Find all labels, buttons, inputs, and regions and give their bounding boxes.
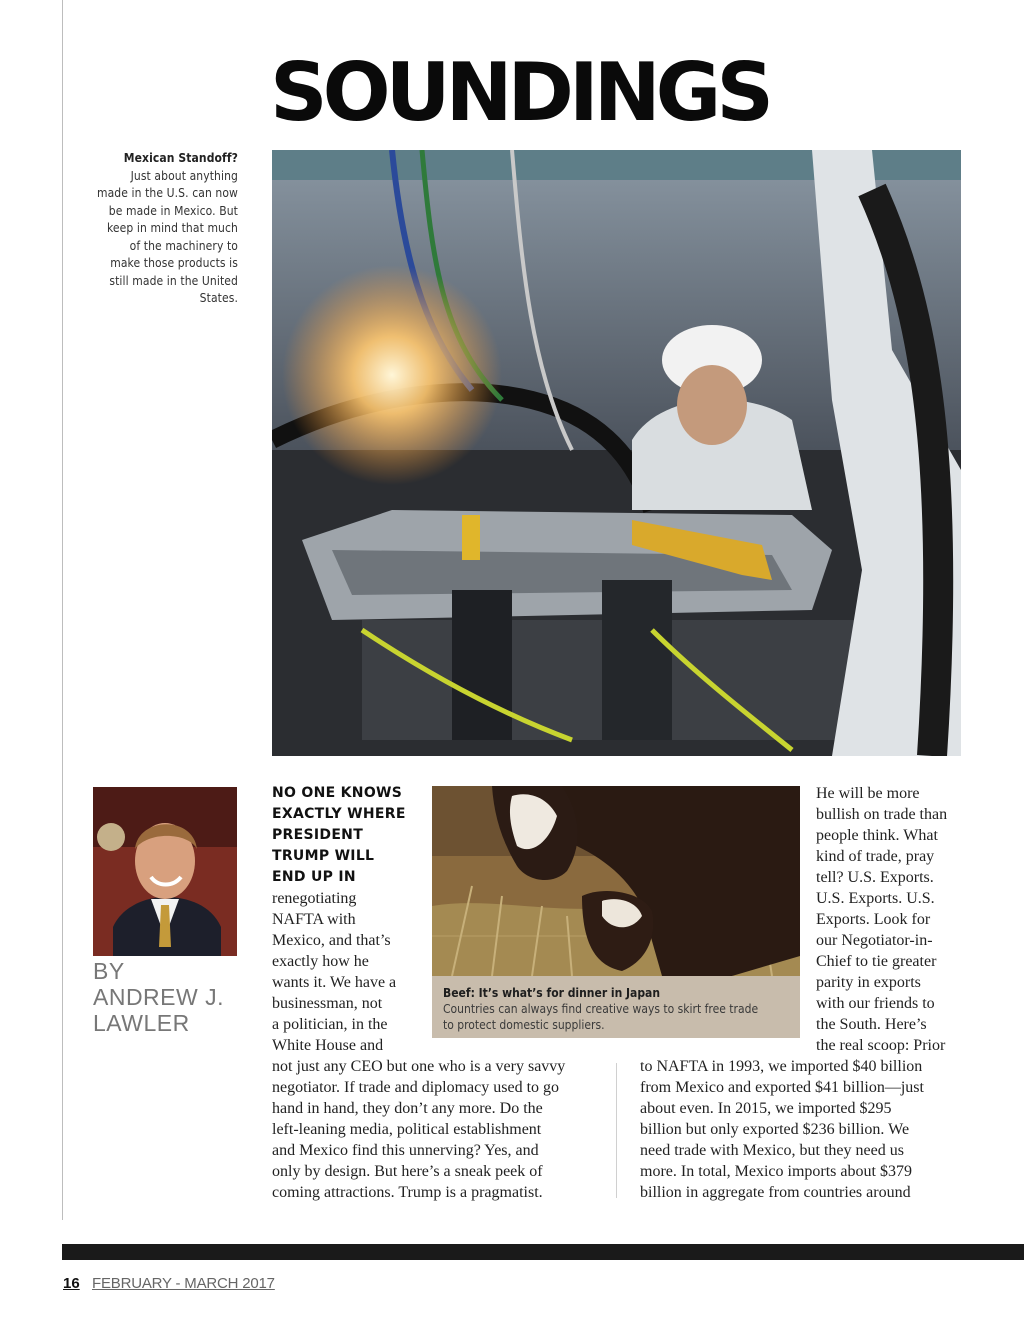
body-line: Chief to tie greater	[816, 953, 937, 970]
caption-line: Just about anything	[130, 168, 238, 183]
body-line: He will be more	[816, 785, 920, 802]
body-line: billion in aggregate from countries around	[640, 1184, 911, 1201]
body-line: renegotiating	[272, 890, 357, 907]
body-line: more. In total, Mexico imports about $379	[640, 1163, 912, 1180]
body-line: billion but only exported $236 billion. We	[640, 1121, 910, 1138]
body-line: from Mexico and exported $41 billion—just	[640, 1079, 924, 1096]
inset-caption-line: Countries can always find creative ways to skirt free trade	[443, 1002, 759, 1016]
section-title: SOUNDINGS	[270, 46, 769, 139]
inset-caption-title: Beef: It’s what’s for dinner in Japan	[443, 986, 661, 1000]
body-line: Exports. Look for	[816, 911, 931, 928]
caption-line: be made in Mexico. But	[108, 203, 238, 218]
body-line: with our friends to	[816, 995, 935, 1012]
body-line: businessman, not	[272, 995, 383, 1012]
column-divider	[616, 1063, 617, 1198]
caption-line: of the machinery to	[129, 238, 238, 253]
body-line: people think. What	[816, 827, 938, 844]
caption-line: make those products is	[110, 256, 238, 270]
body-line: the real scoop: Prior	[816, 1037, 946, 1054]
byline-line: ANDREW J.	[93, 984, 224, 1010]
left-margin-rule	[62, 0, 63, 1220]
caption-line: still made in the United	[109, 273, 238, 288]
body-line: negotiator. If trade and diplomacy used to go	[272, 1079, 560, 1096]
body-line: not just any CEO but one who is a very savvy	[272, 1058, 566, 1075]
cattle-photo	[432, 786, 800, 976]
body-line: wants it. We have a	[272, 974, 397, 991]
body-line: and Mexico find this unnerving? Yes, and	[272, 1142, 539, 1159]
article-lead-in	[272, 783, 432, 888]
body-line: bullish on trade than	[816, 806, 948, 823]
byline	[93, 958, 263, 1036]
caption-line: made in the U.S. can now	[96, 186, 238, 200]
body-line: about even. In 2015, we imported $295	[640, 1100, 892, 1117]
inset-caption-line: to protect domestic suppliers.	[443, 1018, 605, 1032]
lead-line: PRESIDENT	[272, 827, 364, 843]
body-line: White House and	[272, 1037, 384, 1054]
page-number: 16	[63, 1275, 80, 1292]
body-line: kind of trade, pray	[816, 848, 935, 865]
body-line: parity in exports	[816, 974, 921, 991]
body-line: hand in hand, they don’t any more. Do the	[272, 1100, 543, 1117]
byline-line: LAWLER	[93, 1010, 190, 1036]
inset-photo-caption	[432, 976, 800, 1038]
footer-bar	[62, 1244, 1024, 1260]
body-line: tell? U.S. Exports.	[816, 869, 934, 886]
body-line: left-leaning media, political establishment	[272, 1121, 542, 1138]
body-line: Mexico, and that’s	[272, 932, 391, 949]
issue-date: FEBRUARY - MARCH 2017	[92, 1275, 275, 1292]
byline-line: BY	[93, 958, 125, 984]
author-photo	[93, 787, 237, 956]
body-line: NAFTA with	[272, 911, 356, 928]
body-line: coming attractions. Trump is a pragmatist.	[272, 1184, 543, 1201]
body-line: U.S. Exports. U.S.	[816, 890, 935, 907]
caption-line: States.	[199, 291, 238, 305]
body-line: the South. Here’s	[816, 1016, 927, 1033]
body-line: exactly how he	[272, 953, 369, 970]
factory-photo	[272, 150, 961, 756]
main-photo-caption	[84, 150, 238, 308]
body-line: to NAFTA in 1993, we imported $40 billion	[640, 1058, 923, 1075]
lead-line: EXACTLY WHERE	[272, 806, 406, 822]
body-line: only by design. But here’s a sneak peek of	[272, 1163, 543, 1180]
main-photo-caption-title: Mexican Standoff?	[123, 151, 238, 165]
lead-line: END UP IN	[272, 869, 356, 885]
body-line: a politician, in the	[272, 1016, 388, 1033]
caption-line: keep in mind that much	[106, 221, 238, 235]
lead-line: TRUMP WILL	[272, 848, 375, 864]
body-line: our Negotiator-in-	[816, 932, 933, 949]
lead-line: NO ONE KNOWS	[272, 785, 403, 801]
body-line: need trade with Mexico, but they need us	[640, 1142, 904, 1159]
